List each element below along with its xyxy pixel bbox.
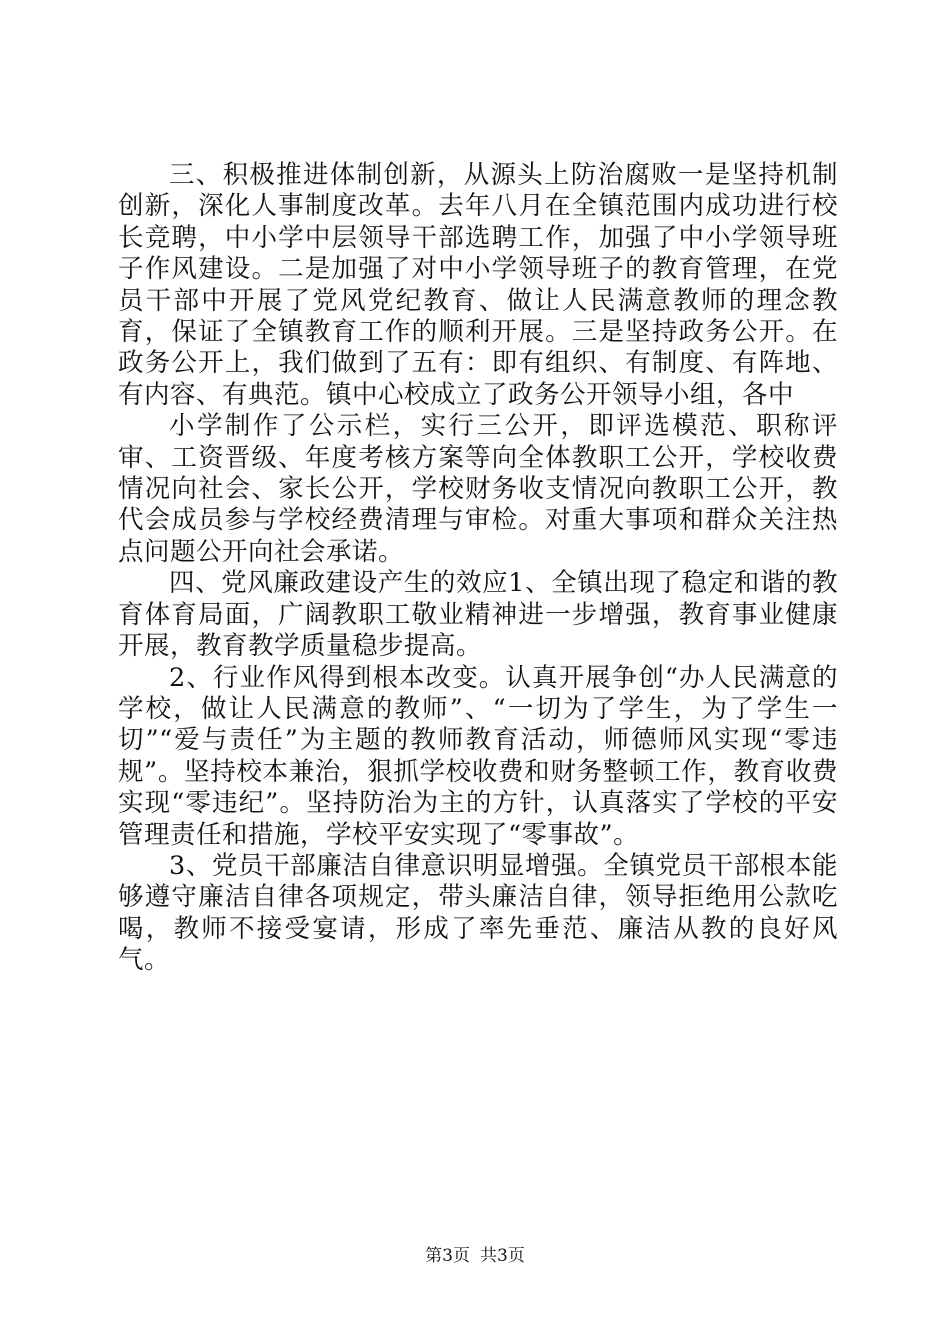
- paragraph-self-discipline: 3、党员干部廉洁自律意识明显增强。全镇党员干部根本能够遵守廉洁自律各项规定，带头廉洁自律，领导拒绝用公款吃喝，教师不接受宴请，形成了率先垂范、廉洁从教的良好风气。: [118, 850, 838, 976]
- total-page-count: 共3页: [480, 1246, 525, 1266]
- current-page-number: 第3页: [425, 1246, 470, 1266]
- document-body: [118, 160, 838, 977]
- paragraph-conduct: 2、行业作风得到根本改变。认真开展争创“办人民满意的学校，做让人民满意的教师”、“一切为了学生，为了学生一切”“爱与责任”为主题的教师教育活动，师德师风实现“零违规”。坚持校本兼治，狠抓学校收费和财务整顿工作，教育收费实现“零违纪”。坚持防治为主的方针，认真落实了学校的平安管理责任和措施，学校平安实现了“零事故”。: [118, 662, 838, 850]
- paragraph-reform: 三、积极推进体制创新，从源头上防治腐败一是坚持机制创新，深化人事制度改革。去年八月在全镇范围内成功进行校长竞聘，中小学中层领导干部选聘工作，加强了中小学领导班子作风建设。二是加强了对中小学领导班子的教育管理，在党员干部中开展了党风党纪教育、做让人民满意教师的理念教育，保证了全镇教育工作的顺利开展。三是坚持政务公开。在政务公开上，我们做到了五有：即有组织、有制度、有阵地、有内容、有典范。镇中心校成立了政务公开领导小组，各中: [118, 160, 838, 410]
- paragraph-disclosure: 小学制作了公示栏，实行三公开，即评选模范、职称评审、工资晋级、年度考核方案等向全体教职工公开，学校收费情况向社会、家长公开，学校财务收支情况向教职工公开，教代会成员参与学校经费清理与审检。对重大事项和群众关注热点问题公开向社会承诺。: [118, 411, 838, 567]
- page-footer: [0, 1244, 950, 1268]
- paragraph-effects: 四、党风廉政建设产生的效应1、全镇出现了稳定和谐的教育体育局面，广阔教职工敬业精神进一步增强，教育事业健康开展，教育教学质量稳步提高。: [118, 568, 838, 662]
